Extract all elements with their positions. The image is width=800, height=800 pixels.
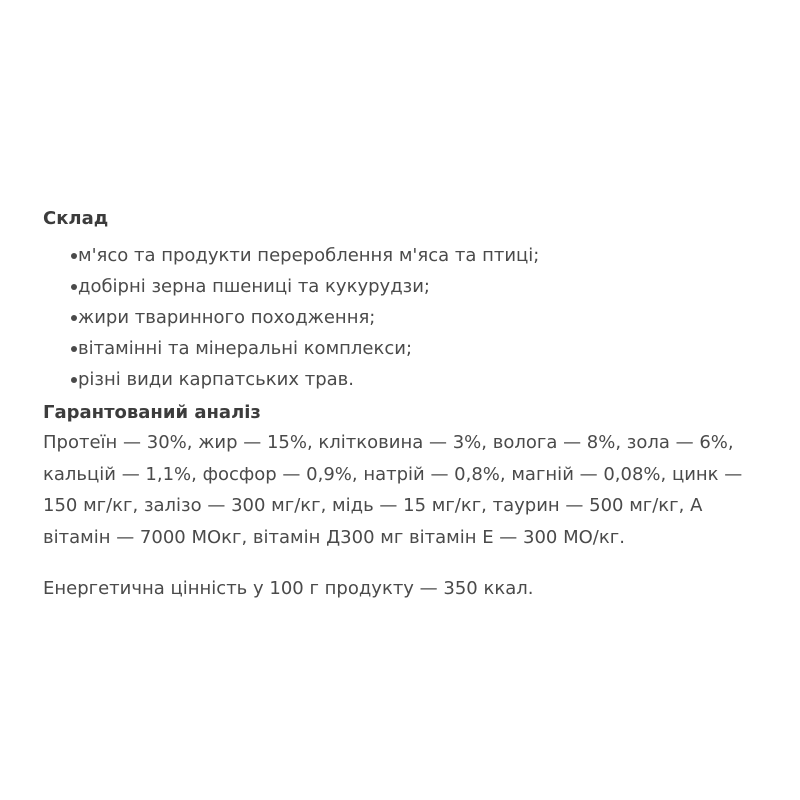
energy-paragraph: Енергетична цінність у 100 г продукту — 350 ккал. (43, 578, 534, 599)
list-item (43, 302, 773, 333)
list-item (43, 364, 773, 395)
list-item (43, 271, 773, 302)
analysis-heading: Гарантований аналіз (43, 402, 261, 423)
bullet-icon (71, 377, 77, 383)
list-item-text: вітамінні та мінеральні комплекси; (78, 338, 413, 359)
list-item (43, 240, 773, 271)
bullet-icon (71, 253, 77, 259)
bullet-icon (71, 315, 77, 321)
list-item-text: добірні зерна пшениці та кукурудзи; (78, 276, 430, 297)
list-item-text: різні види карпатських трав. (78, 369, 354, 390)
bullet-icon (71, 346, 77, 352)
composition-heading: Склад (43, 208, 109, 229)
composition-list (43, 240, 773, 395)
list-item (43, 333, 773, 364)
list-item-text: жири тваринного походження; (78, 307, 376, 328)
list-item-text: м'ясо та продукти перероблення м'яса та птиці; (78, 245, 540, 266)
analysis-paragraph: Протеїн — 30%, жир — 15%, клітковина — 3%, волога — 8%, зола — 6%, кальцій — 1,1%, фосфор — 0,9%, натрій — 0,8%, магній — 0,08%, цинк — 150 мг/кг, залізо — 300 мг/кг, мідь — 15 мг/кг, таурин — 500 мг/кг, А вітамін — 7000 МОкг, вітамін Д300 мг вітамін Е — 300 МО/кг. (43, 432, 743, 548)
product-description (43, 205, 773, 603)
bullet-icon (71, 284, 77, 290)
